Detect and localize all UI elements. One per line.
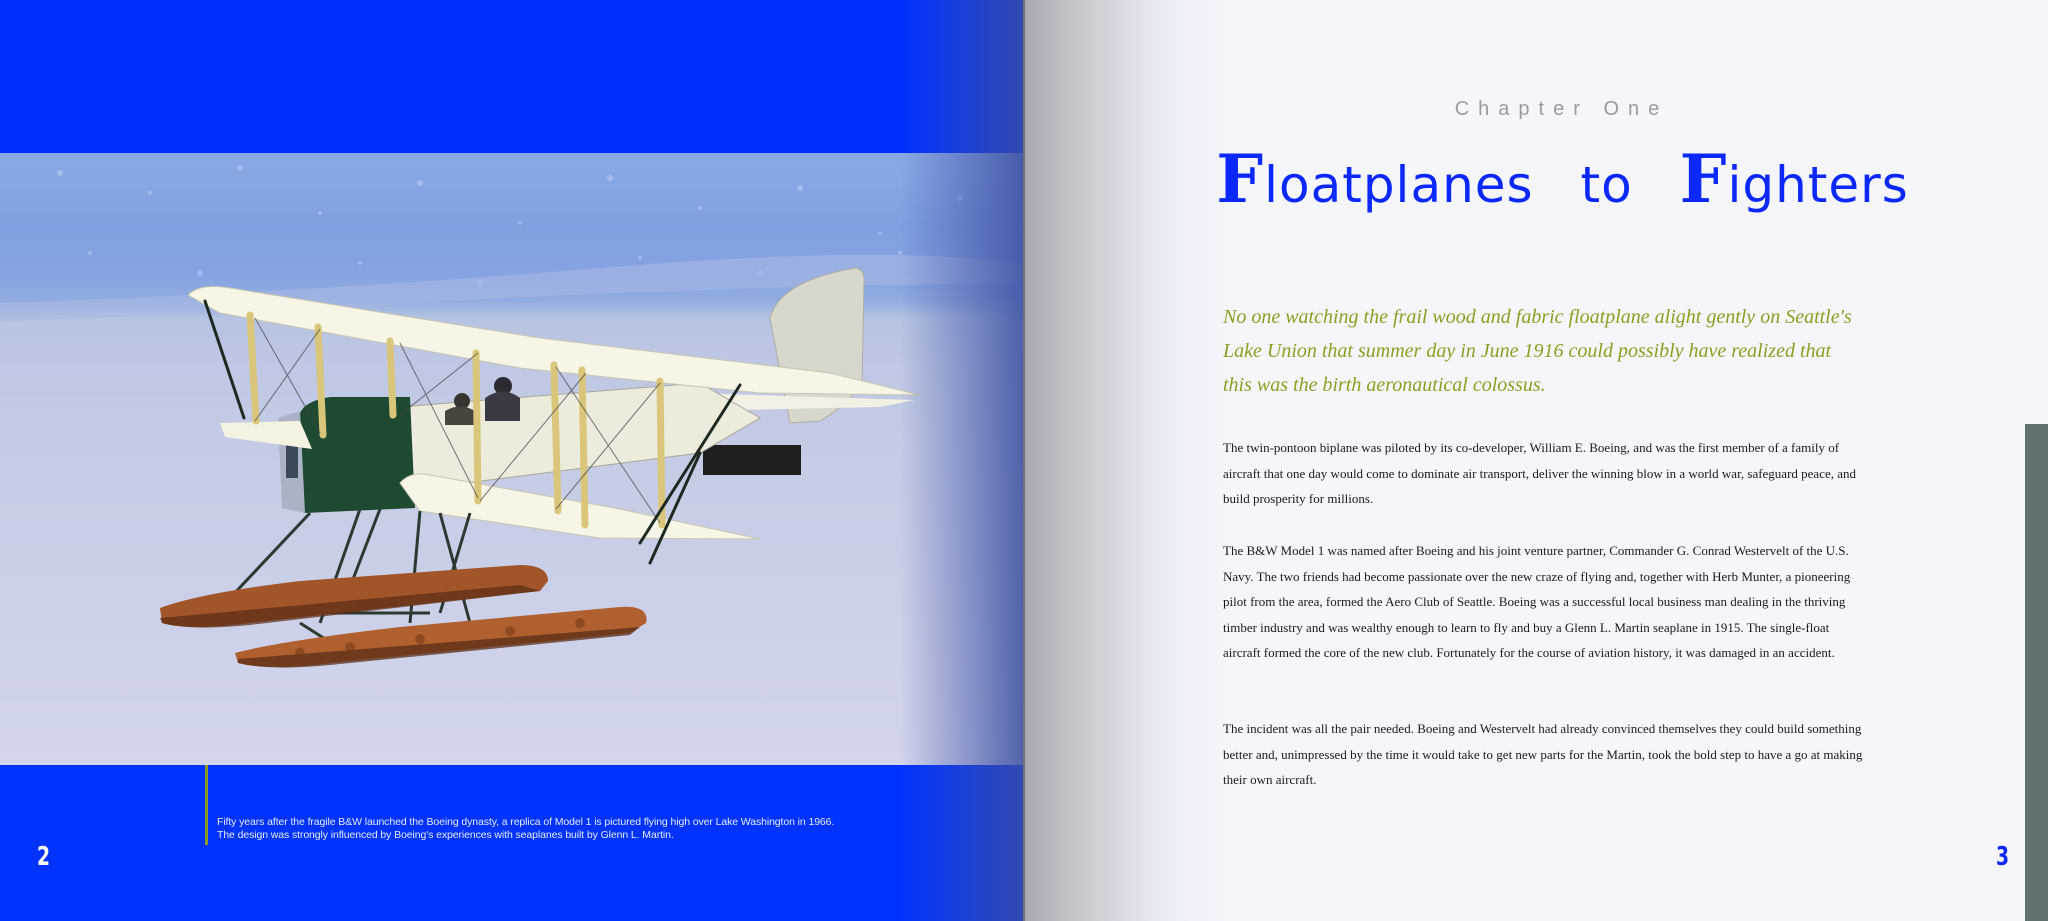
title-word-to: to: [1580, 156, 1633, 214]
chapter-label: Chapter One: [1454, 98, 1669, 120]
top-blue-band: [0, 0, 1024, 153]
edge-tab-bar: [2025, 424, 2048, 921]
lede-paragraph: No one watching the frail wood and fabric floatplane alight gently on Seattle's Lake Union that summer day in June 1916 could possibly have realized that this was the birth aeronautical colossus.: [1223, 306, 1852, 396]
body-paragraph-1: The twin-pontoon biplane was piloted by its co-developer, William E. Boeing, and was the first member of a family of aircraft that one day would come to dominate air transport, deliver the winning blow in a world war, safeguard peace, and build prosperity for millions.: [1223, 440, 1857, 507]
photo-caption: Fifty years after the fragile B&W launched the Boeing dynasty, a replica of Model 1 is pictured flying high over Lake Washington in 1966. The design was strongly influenced by Boeing's experiences with seaplanes built by Glenn L. Martin.: [217, 816, 835, 841]
body-paragraph-3: The incident was all the pair needed. Boeing and Westervelt had already convinced themselves they could build something better and, unimpressed by the time it would take to get new parts for the Martin, took the bold step to have a go at making their own aircraft.: [1223, 721, 1863, 788]
caption-rule: [205, 765, 208, 845]
title-word-fighters: Fighters: [1679, 140, 1909, 218]
page-number-right: 3: [1996, 842, 2010, 872]
page-number-left: 2: [37, 842, 51, 872]
bottom-blue-band: [0, 765, 1024, 921]
biplane-illustration: [0, 153, 1024, 765]
body-paragraph-2: The B&W Model 1 was named after Boeing and his joint venture partner, Commander G. Conrad Westervelt of the U.S. Navy. The two friends had become passionate over the new craze of flying and, together with Herb Munter, a pioneering pilot from the area, formed the Aero Club of Seattle. Boeing was a successful local business man dealing in the thriving timber industry and was wealthy enough to learn to fly and buy a Glenn L. Martin seaplane in 1915. The single-float aircraft formed the core of the new club. Fortunately for the course of aviation history, it was damaged in an accident.: [1223, 543, 1851, 661]
chapter-title: [1025, 140, 2048, 218]
biplane-photo: [0, 153, 1024, 765]
title-word-floatplanes: Floatplanes: [1216, 140, 1534, 218]
